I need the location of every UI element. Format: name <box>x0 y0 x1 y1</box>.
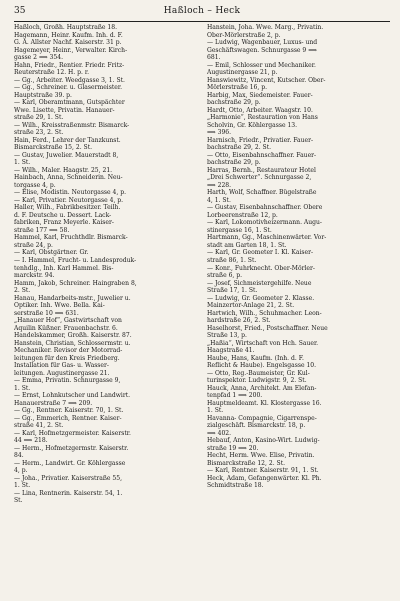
directory-line: stinergasse 16, 1. St. <box>207 226 272 234</box>
directory-line: — Joha., Privatier. Kaiserstraße 55, <box>14 474 123 482</box>
directory-line: bachstraße 29, p. <box>207 99 261 107</box>
directory-line: Hecht, Herm. Wwe. Elise, Privatin. <box>207 452 315 460</box>
directory-line: ⟹ 228. <box>207 181 232 189</box>
directory-line: hardstraße 26, 2. St. <box>207 317 271 325</box>
directory-line: Hauptstraße 39. p. <box>14 91 72 99</box>
directory-line: „Hanauer Hof“, Gastwirtschaft von <box>14 317 122 325</box>
directory-line: bachstraße 29, p. <box>207 159 261 167</box>
directory-line: Scholvin, Gr. Köhlergasse 13. <box>207 121 298 129</box>
directory-line: — Karl, Hofmetzgermeister. Kaiserstr. <box>14 429 131 437</box>
directory-line: Hanstein, Christian, Schlossermstr. u. <box>14 339 131 347</box>
directory-line: ⟹ 396. <box>207 129 232 137</box>
directory-line: G. A. Allster Nachf. Kaiserstr. 31 p. <box>14 39 122 47</box>
left-column <box>14 24 197 505</box>
directory-line: — Karl, Oberamtmann, Gutspächter <box>14 99 125 107</box>
directory-line: tenpfad 1 ⟹ 200. <box>207 392 263 400</box>
directory-line: Optiker. Inh. Wwe. Bella. Kai- <box>14 302 105 310</box>
directory-line: straße 24, p. <box>14 241 53 249</box>
directory-line: Reuterstraße 12. H. p. r. <box>14 69 90 77</box>
directory-line: bachstraße 29, 2. St. <box>207 144 272 152</box>
directory-line: — Konr., Fuhrknecht. Ober-Mörler- <box>207 264 315 272</box>
directory-line: Installation für Gas- u. Wasser- <box>14 362 109 370</box>
directory-line: — Josef, Sichmeistergehilfe. Neue <box>207 279 312 287</box>
directory-line: — Elise, Modistin. Neutorgasse 4, p. <box>14 189 127 197</box>
directory-line: straße 6, p. <box>207 272 243 280</box>
directory-line: leitungen für den Kreis Friedberg. <box>14 354 120 362</box>
directory-line: Harbig, Max, Siedemeister. Fauer- <box>207 91 313 99</box>
directory-line: — Gustav, Juwelier. Mauerstadt 8, <box>14 151 119 159</box>
directory-line: „Harmonie“, Restauration von Hans <box>207 114 318 122</box>
directory-line: straße 19 ⟹ 20. <box>207 444 259 452</box>
directory-line: Hauck, Anna, Architekt. Am Elefan- <box>207 384 317 392</box>
directory-line: straße 23, 2. St. <box>14 129 64 137</box>
directory-line: Harras, Bernh., Restaurateur Hotel <box>207 166 316 174</box>
directory-line: Hartwich, Wilh., Schuhmacher. Leon- <box>207 309 322 317</box>
directory-line: 1. St. <box>14 159 31 167</box>
directory-line: — Ernst, Lohnkutscher und Landwirt. <box>14 392 131 400</box>
directory-line: — Gg., Emmerich, Rentner. Kaiser- <box>14 414 122 422</box>
directory-line: Haagstraße 41. <box>207 347 255 355</box>
directory-line: Hanau, Handarbeits-mstr., Juwelier u. <box>14 294 131 302</box>
directory-line: — Ludwig, Gr. Geometer 2. Klasse. <box>207 294 315 302</box>
directory-line: ⟹ 402. <box>207 429 232 437</box>
directory-line: — Gg., Arbeiter. Weedgasse 3, 1. St. <box>14 76 125 84</box>
directory-line: — Herm., Landwirt. Gr. Köhlergasse <box>14 459 126 467</box>
directory-line: — I. Hammel, Frucht- u. Landesproduk- <box>14 256 137 264</box>
directory-line: Hartmann, Gg., Maschinenwärter. Vor- <box>207 234 327 242</box>
directory-line: — Gg., Schreiner. u. Glasermeister. <box>14 84 122 92</box>
directory-line: Handelskammer, Großh. Kaiserstr. 87. <box>14 332 132 340</box>
directory-line: — Karl, Gr. Geometer I. Kl. Kaiser- <box>207 249 314 257</box>
directory-line: Schmidtstraße 18. <box>207 482 264 490</box>
directory-line: Haßloch, Großh. Hauptstraße 18. <box>14 24 118 31</box>
directory-line: Bismarckstraße 15, 2. St. <box>14 144 93 152</box>
directory-line: Haselhorst, Fried., Postschaffner. Neue <box>207 324 328 332</box>
directory-line: Hamm, Jakob, Schreiner. Haingraben 8, <box>14 279 137 287</box>
directory-line: straße 177 ⟹ 58. <box>14 226 70 234</box>
directory-line: marckstr. 94. <box>14 272 55 280</box>
directory-line: Hauptmeldeamt. Kl. Klostergasse 16. <box>207 399 322 407</box>
directory-line: — Lina, Rentnerin. Kaiserstr. 54, 1. <box>14 489 123 497</box>
directory-line: — Herm., Hofmetzgermstr. Kaiserstr. <box>14 444 129 452</box>
directory-line: Hardt, Otto, Arbeiter. Waagstr. 10. <box>207 106 313 114</box>
directory-line: — Emil, Schlosser und Mechaniker. <box>207 61 316 69</box>
directory-line: — Karl, Privatier. Neutorgasse 4, p. <box>14 196 124 204</box>
directory-line: Lorbeerenstraße 12, p. <box>207 211 278 219</box>
directory-line: — Gustav, Eisenbahnschaffner. Obere <box>207 204 323 212</box>
directory-line: straße 41, 2. St. <box>14 422 64 430</box>
directory-line: Hainbach, Anna, Schneiderin. Neu- <box>14 174 123 182</box>
directory-line: 681. <box>207 54 221 62</box>
directory-line: Bismarckstraße 12, 2. St. <box>207 459 286 467</box>
directory-line: Hagemann, Heinr. Kaufm. Inh. d. F. <box>14 31 123 39</box>
directory-line: Hahn, Friedr., Rentier. Friedr. Fritz- <box>14 61 125 69</box>
directory-line: — Ludwig, Wagenbauer, Luxus- und <box>207 39 318 47</box>
directory-line: Havanna- Compagnie, Cigarrenspe- <box>207 414 317 422</box>
directory-line: — Karl, Obstgärtner. Gr. <box>14 249 89 257</box>
directory-line: — Otto, Eisenbahnschaffner. Fauer- <box>207 151 317 159</box>
directory-line: 44 ⟹ 218. <box>14 437 48 445</box>
directory-line: straße 86, 1. St. <box>207 256 257 264</box>
directory-line: Mechaniker. Revisor der Motorrad- <box>14 347 123 355</box>
directory-line: Haller, Wilh., Fabrikbesitzer. Teilh. <box>14 204 121 212</box>
running-head: Haßloch – Heck <box>163 6 241 16</box>
directory-line: Hebauf, Anton, Kasino-Wirt. Ludwig- <box>207 437 320 445</box>
directory-line: — Karl, Rentner. Kaiserstr. 91, 1. St. <box>207 467 319 475</box>
directory-line: Hain, Ferd., Lehrer der Tanzkunst. <box>14 136 121 144</box>
directory-line: Mörlerstraße 16, p. <box>207 84 268 92</box>
columns <box>14 24 390 505</box>
directory-line: turinspektor. Ludwigstr. 9, 2. St. <box>207 377 307 385</box>
directory-line: zialgeschäft. Bismarckstr. 18, p. <box>207 422 306 430</box>
directory-line: — Otto, Reg.-Baumeister, Gr. Kul- <box>207 369 310 377</box>
right-column <box>207 24 390 505</box>
directory-line: Reflicht & Haube). Engelsgasse 10. <box>207 362 317 370</box>
directory-line: tenhdlg., Inh. Karl Hammel. Bis- <box>14 264 114 272</box>
directory-line: torgasse 4, p. <box>14 181 56 189</box>
header-rule <box>14 21 390 22</box>
directory-line: „Drei Schwerter“. Schnurgasse 2, <box>207 174 312 182</box>
page-header <box>14 6 390 20</box>
directory-line: fabriken, Franz Meyerle. Kaiser- <box>14 219 114 227</box>
directory-line: Mainzertor-Anlage 21, 2. St. <box>207 302 295 310</box>
directory-line: — Wilh., Kreisstraßenmstr. Bismarck- <box>14 121 130 129</box>
directory-line: Straße 13, p. <box>207 332 247 340</box>
directory-line: Hagemeyer, Heinr., Verwalter. Kirch- <box>14 46 128 54</box>
directory-line: serstraße 10 ⟹ 631. <box>14 309 79 317</box>
directory-line: 2. St. <box>14 287 31 295</box>
page-number: 35 <box>14 6 26 16</box>
directory-line: Augustinergasse 21, p. <box>207 69 278 77</box>
directory-line: 1. St. <box>14 384 31 392</box>
directory-line: Hanauerstraße 7 ⟹ 209. <box>14 399 93 407</box>
directory-line: 1. St. <box>207 407 224 415</box>
directory-line: Harnisch, Friedr., Privatier. Fauer- <box>207 136 314 144</box>
directory-line: 84. <box>14 452 24 460</box>
directory-line: Geschäftswagen. Schnurgasse 9 ⟹ <box>207 46 317 54</box>
directory-line: 4, 1. St. <box>207 196 231 204</box>
directory-line: Hanstein, Joha. Wwe. Marg., Privatin. <box>207 24 324 31</box>
directory-line: leitungen. Augustinergasse 21. <box>14 369 110 377</box>
directory-line: — Karl, Lokomotivheizermann. Augu- <box>207 219 322 227</box>
directory-line: St. <box>14 497 23 505</box>
directory-line: d. F. Deutsche u. Dessert. Lack- <box>14 211 112 219</box>
directory-line: Aquilin Küßner. Frauenbachstr. 6. <box>14 324 118 332</box>
directory-line: gasse 2 ⟹ 354. <box>14 54 64 62</box>
directory-line: — Emma, Privatin. Schnurgasse 9, <box>14 377 121 385</box>
directory-line: „Haßia“, Wirtschaft von Hch. Sauer. <box>207 339 319 347</box>
directory-line: Harth, Wolf, Schaffner. Bügelstraße <box>207 189 317 197</box>
directory-line: Hanswiewitz, Vincent, Kutscher. Ober- <box>207 76 326 84</box>
directory-line: Straße 17, 1. St. <box>207 287 258 295</box>
directory-line: straße 29, 1. St. <box>14 114 64 122</box>
directory-line: Wwe. Lisette, Privatin. Hanauer- <box>14 106 115 114</box>
directory-line: 1. St. <box>14 482 31 490</box>
directory-line: Heck, Adam, Gefangenwärter. Kl. Ph. <box>207 474 322 482</box>
directory-line: Ober-Mörlerstraße 2, p. <box>207 31 281 39</box>
directory-line: — Wilh., Maler. Haagstr. 25, 21. <box>14 166 113 174</box>
directory-line: Hammel, Karl, Fruchthdlr. Bismarck- <box>14 234 128 242</box>
directory-line: stadt am Garten 18, 1. St. <box>207 241 287 249</box>
directory-line: 4, p. <box>14 467 28 475</box>
directory-line: — Gg., Rentner. Kaiserstr. 70, 1. St. <box>14 407 124 415</box>
directory-line: Haube, Hans, Kaufm. (Inh. d. F. <box>207 354 304 362</box>
